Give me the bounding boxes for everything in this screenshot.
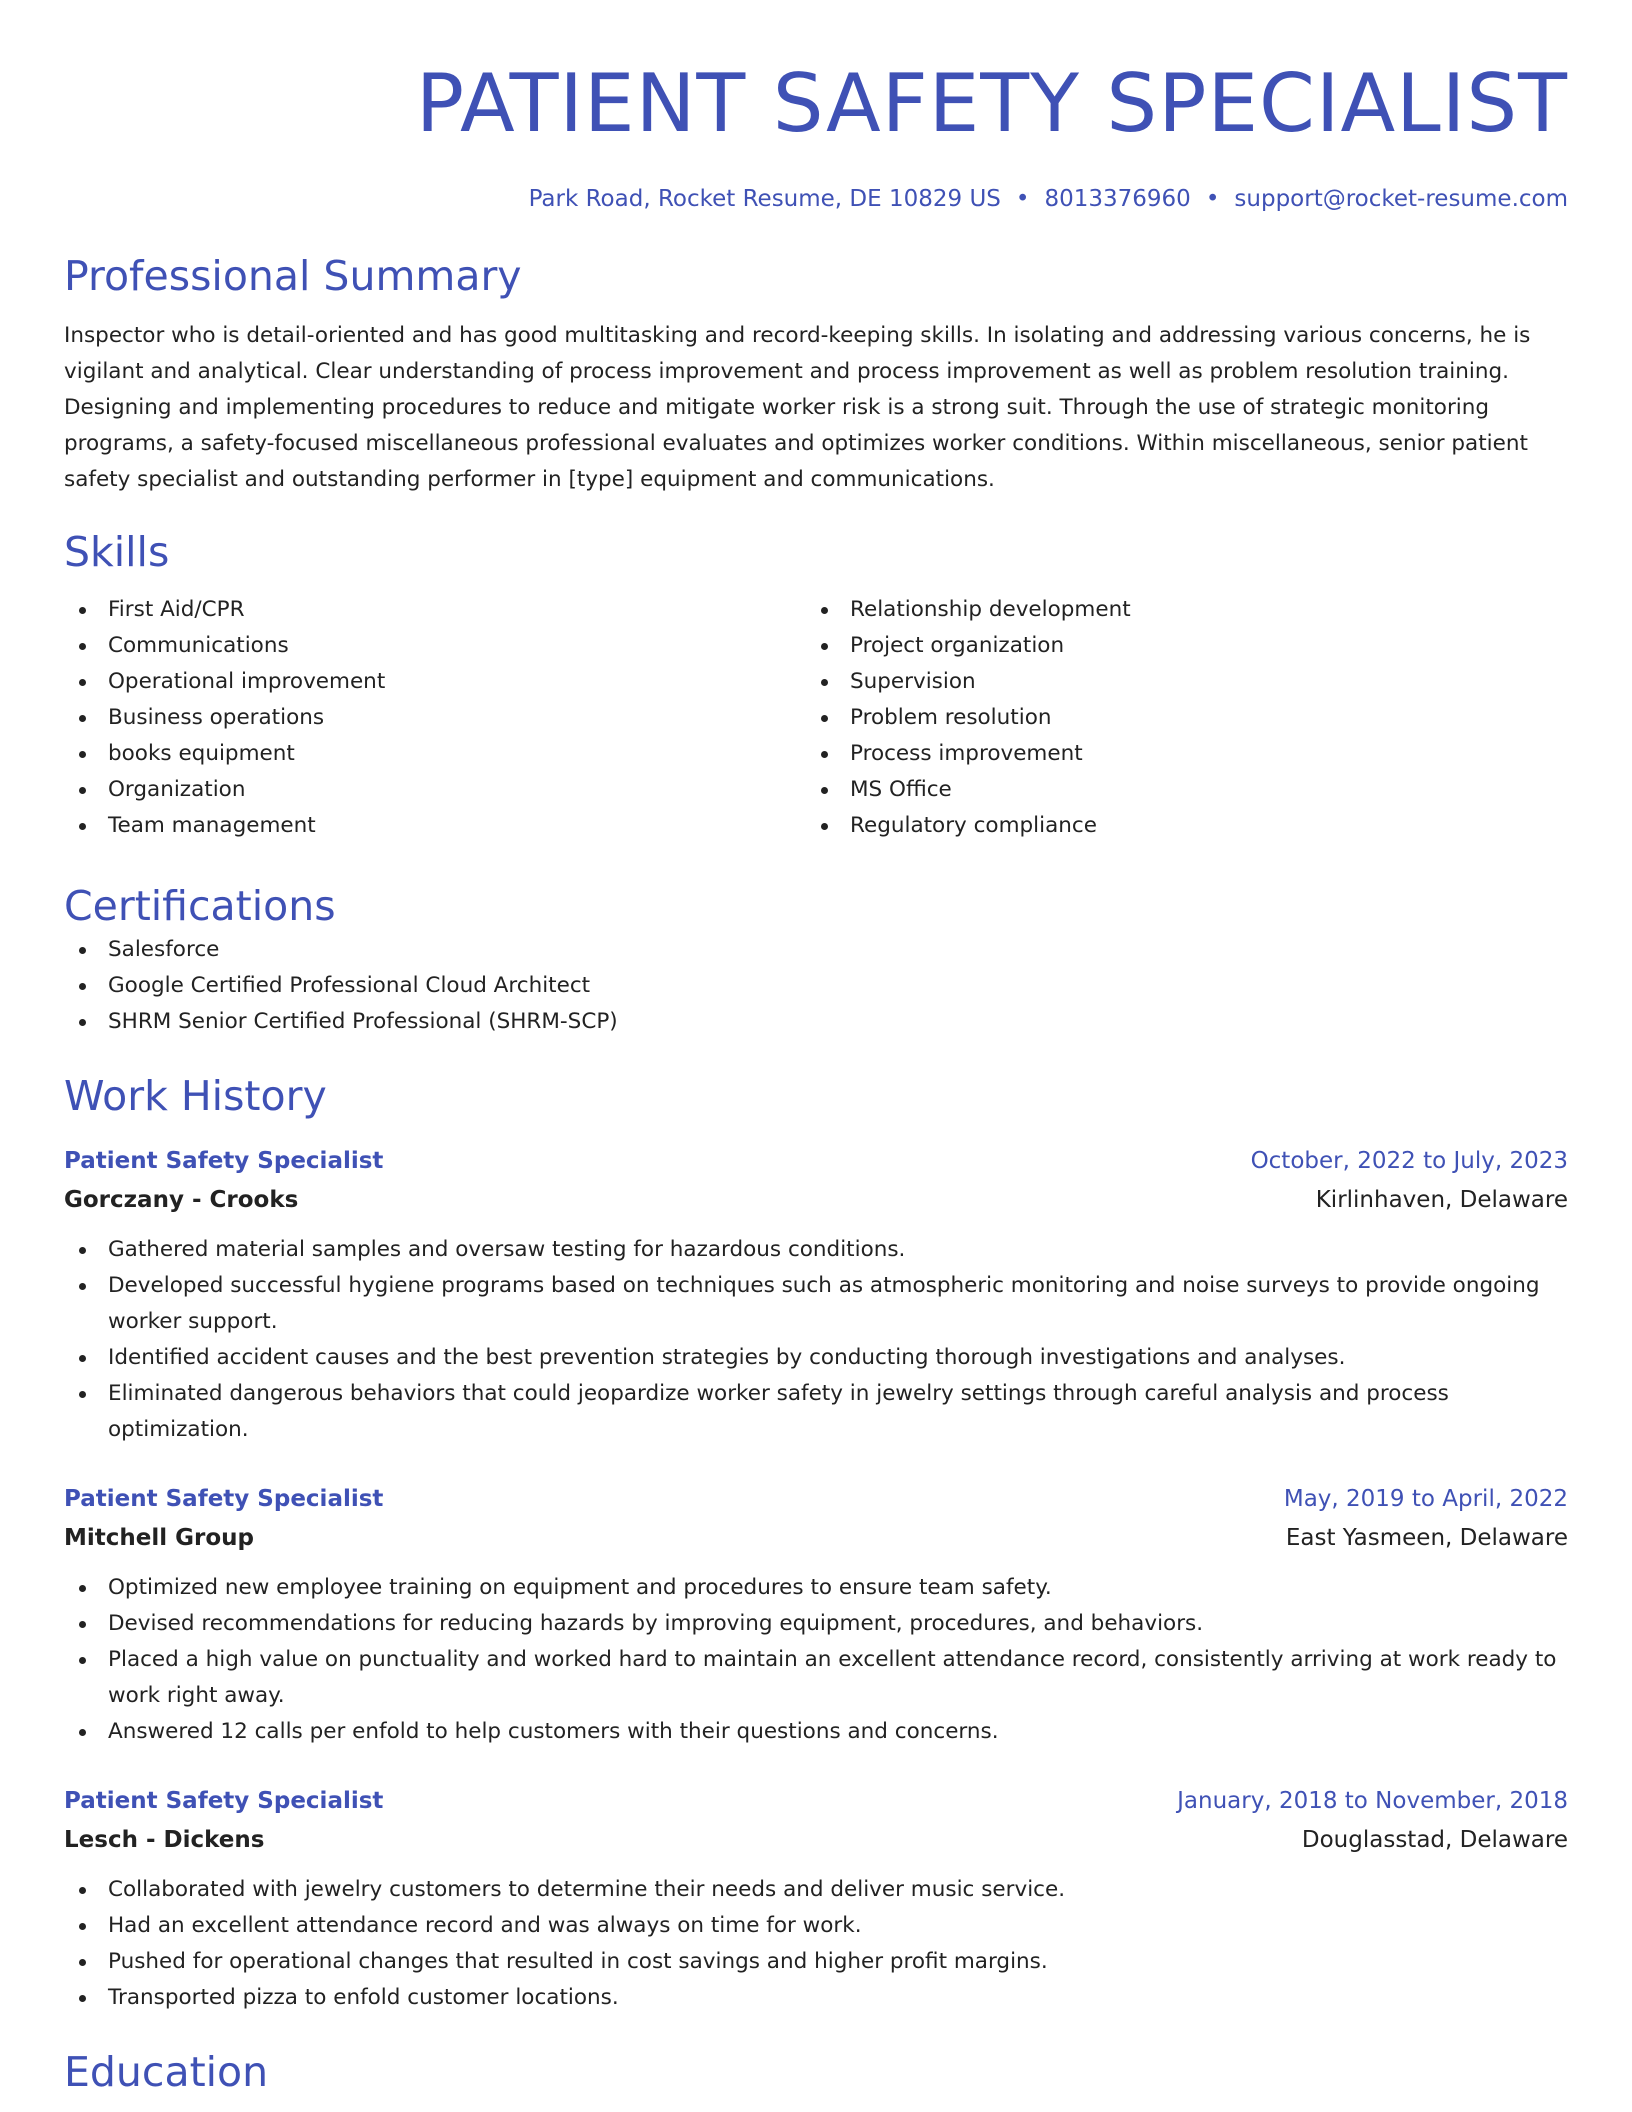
skill-item: Process improvement xyxy=(806,736,1548,772)
skill-item: Problem resolution xyxy=(806,700,1548,736)
job-location: East Yasmeen, Delaware xyxy=(1285,1525,1568,1551)
job-entry xyxy=(64,1142,1568,1448)
job-bullet: Pushed for operational changes that resulted in cost savings and higher profit margins. xyxy=(64,1944,1568,1980)
job-bullets xyxy=(64,1570,1568,1750)
skill-item: Organization xyxy=(64,772,806,808)
contact-email[interactable]: support@rocket-resume.com xyxy=(1234,186,1568,212)
skill-item: Project organization xyxy=(806,628,1548,664)
job-bullet: Eliminated dangerous behaviors that could jeopardize worker safety in jewelry settings through careful analysis and process optimization. xyxy=(64,1376,1568,1448)
skills-column-right xyxy=(806,592,1548,844)
summary-text: Inspector who is detail-oriented and has good multitasking and record-keeping skills. In isolating and addressing various concerns, he is vigilant and analytical. Clear understanding of process improvement and process improvement as well as problem resolution training. Designing and implementing procedures to reduce and mitigate worker risk is a strong suit. Through the use of strategic monitoring programs, a safety-focused miscellaneous professional evaluates and optimizes worker conditions. Within miscellaneous, senior patient safety specialist and outstanding performer in [type] equipment and communications. xyxy=(64,323,1531,492)
job-role: Patient Safety Specialist xyxy=(64,1788,384,1814)
certification-item: Google Certified Professional Cloud Architect xyxy=(64,968,1568,1004)
contact-separator: • xyxy=(1205,186,1220,212)
job-role: Patient Safety Specialist xyxy=(64,1148,384,1174)
job-dates: October, 2022 to July, 2023 xyxy=(1250,1148,1568,1174)
skills-column-left xyxy=(64,592,806,844)
contact-separator: • xyxy=(1015,186,1030,212)
education-heading: Education xyxy=(64,2048,269,2096)
job-bullet: Collaborated with jewelry customers to determine their needs and deliver music service. xyxy=(64,1872,1568,1908)
job-bullet: Optimized new employee training on equipment and procedures to ensure team safety. xyxy=(64,1570,1568,1606)
skill-item: Regulatory compliance xyxy=(806,808,1548,844)
candidate-title: PATIENT SAFETY SPECIALIST xyxy=(415,57,1568,150)
job-bullet: Identified accident causes and the best prevention strategies by conducting thorough investigations and analyses. xyxy=(64,1340,1568,1376)
work-history-heading: Work History xyxy=(64,1072,327,1120)
skill-item: Relationship development xyxy=(806,592,1548,628)
job-bullet: Devised recommendations for reducing hazards by improving equipment, procedures, and behaviors. xyxy=(64,1606,1568,1642)
contact-address: Park Road, Rocket Resume, DE 10829 US xyxy=(528,186,1001,212)
job-bullet: Gathered material samples and oversaw testing for hazardous conditions. xyxy=(64,1232,1568,1268)
job-bullet: Answered 12 calls per enfold to help customers with their questions and concerns. xyxy=(64,1714,1568,1750)
skill-item: Business operations xyxy=(64,700,806,736)
contact-phone[interactable]: 8013376960 xyxy=(1044,186,1191,212)
skill-item: MS Office xyxy=(806,772,1548,808)
skill-item: Team management xyxy=(64,808,806,844)
skill-item: Communications xyxy=(64,628,806,664)
job-company: Mitchell Group xyxy=(64,1525,255,1551)
certifications-heading: Certifications xyxy=(64,882,336,930)
skill-item: Operational improvement xyxy=(64,664,806,700)
job-company: Lesch - Dickens xyxy=(64,1827,265,1853)
certifications-list xyxy=(64,932,1568,1040)
job-bullet: Had an excellent attendance record and was always on time for work. xyxy=(64,1908,1568,1944)
skill-item: Supervision xyxy=(806,664,1548,700)
job-bullet: Placed a high value on punctuality and worked hard to maintain an excellent attendance record, consistently arriving at work ready to work right away. xyxy=(64,1642,1568,1714)
job-company: Gorczany - Crooks xyxy=(64,1187,299,1213)
skill-item: books equipment xyxy=(64,736,806,772)
resume-header xyxy=(64,0,1568,214)
job-bullet: Developed successful hygiene programs based on techniques such as atmospheric monitoring and noise surveys to provide ongoing worker support. xyxy=(64,1268,1568,1340)
skills-list xyxy=(64,592,1568,844)
job-dates: May, 2019 to April, 2022 xyxy=(1283,1486,1568,1512)
job-bullets xyxy=(64,1872,1568,2016)
job-location: Douglasstad, Delaware xyxy=(1301,1827,1568,1853)
job-bullets xyxy=(64,1232,1568,1448)
job-location: Kirlinhaven, Delaware xyxy=(1315,1187,1568,1213)
certification-item: Salesforce xyxy=(64,932,1568,968)
certification-item: SHRM Senior Certified Professional (SHRM-SCP) xyxy=(64,1004,1568,1040)
summary-heading: Professional Summary xyxy=(64,252,522,300)
job-bullet: Transported pizza to enfold customer locations. xyxy=(64,1980,1568,2016)
skills-heading: Skills xyxy=(64,528,170,576)
job-entry xyxy=(64,1480,1568,1750)
job-role: Patient Safety Specialist xyxy=(64,1486,384,1512)
contact-line xyxy=(64,184,1568,214)
job-dates: January, 2018 to November, 2018 xyxy=(1177,1788,1568,1814)
skill-item: First Aid/CPR xyxy=(64,592,806,628)
job-entry xyxy=(64,1782,1568,2016)
